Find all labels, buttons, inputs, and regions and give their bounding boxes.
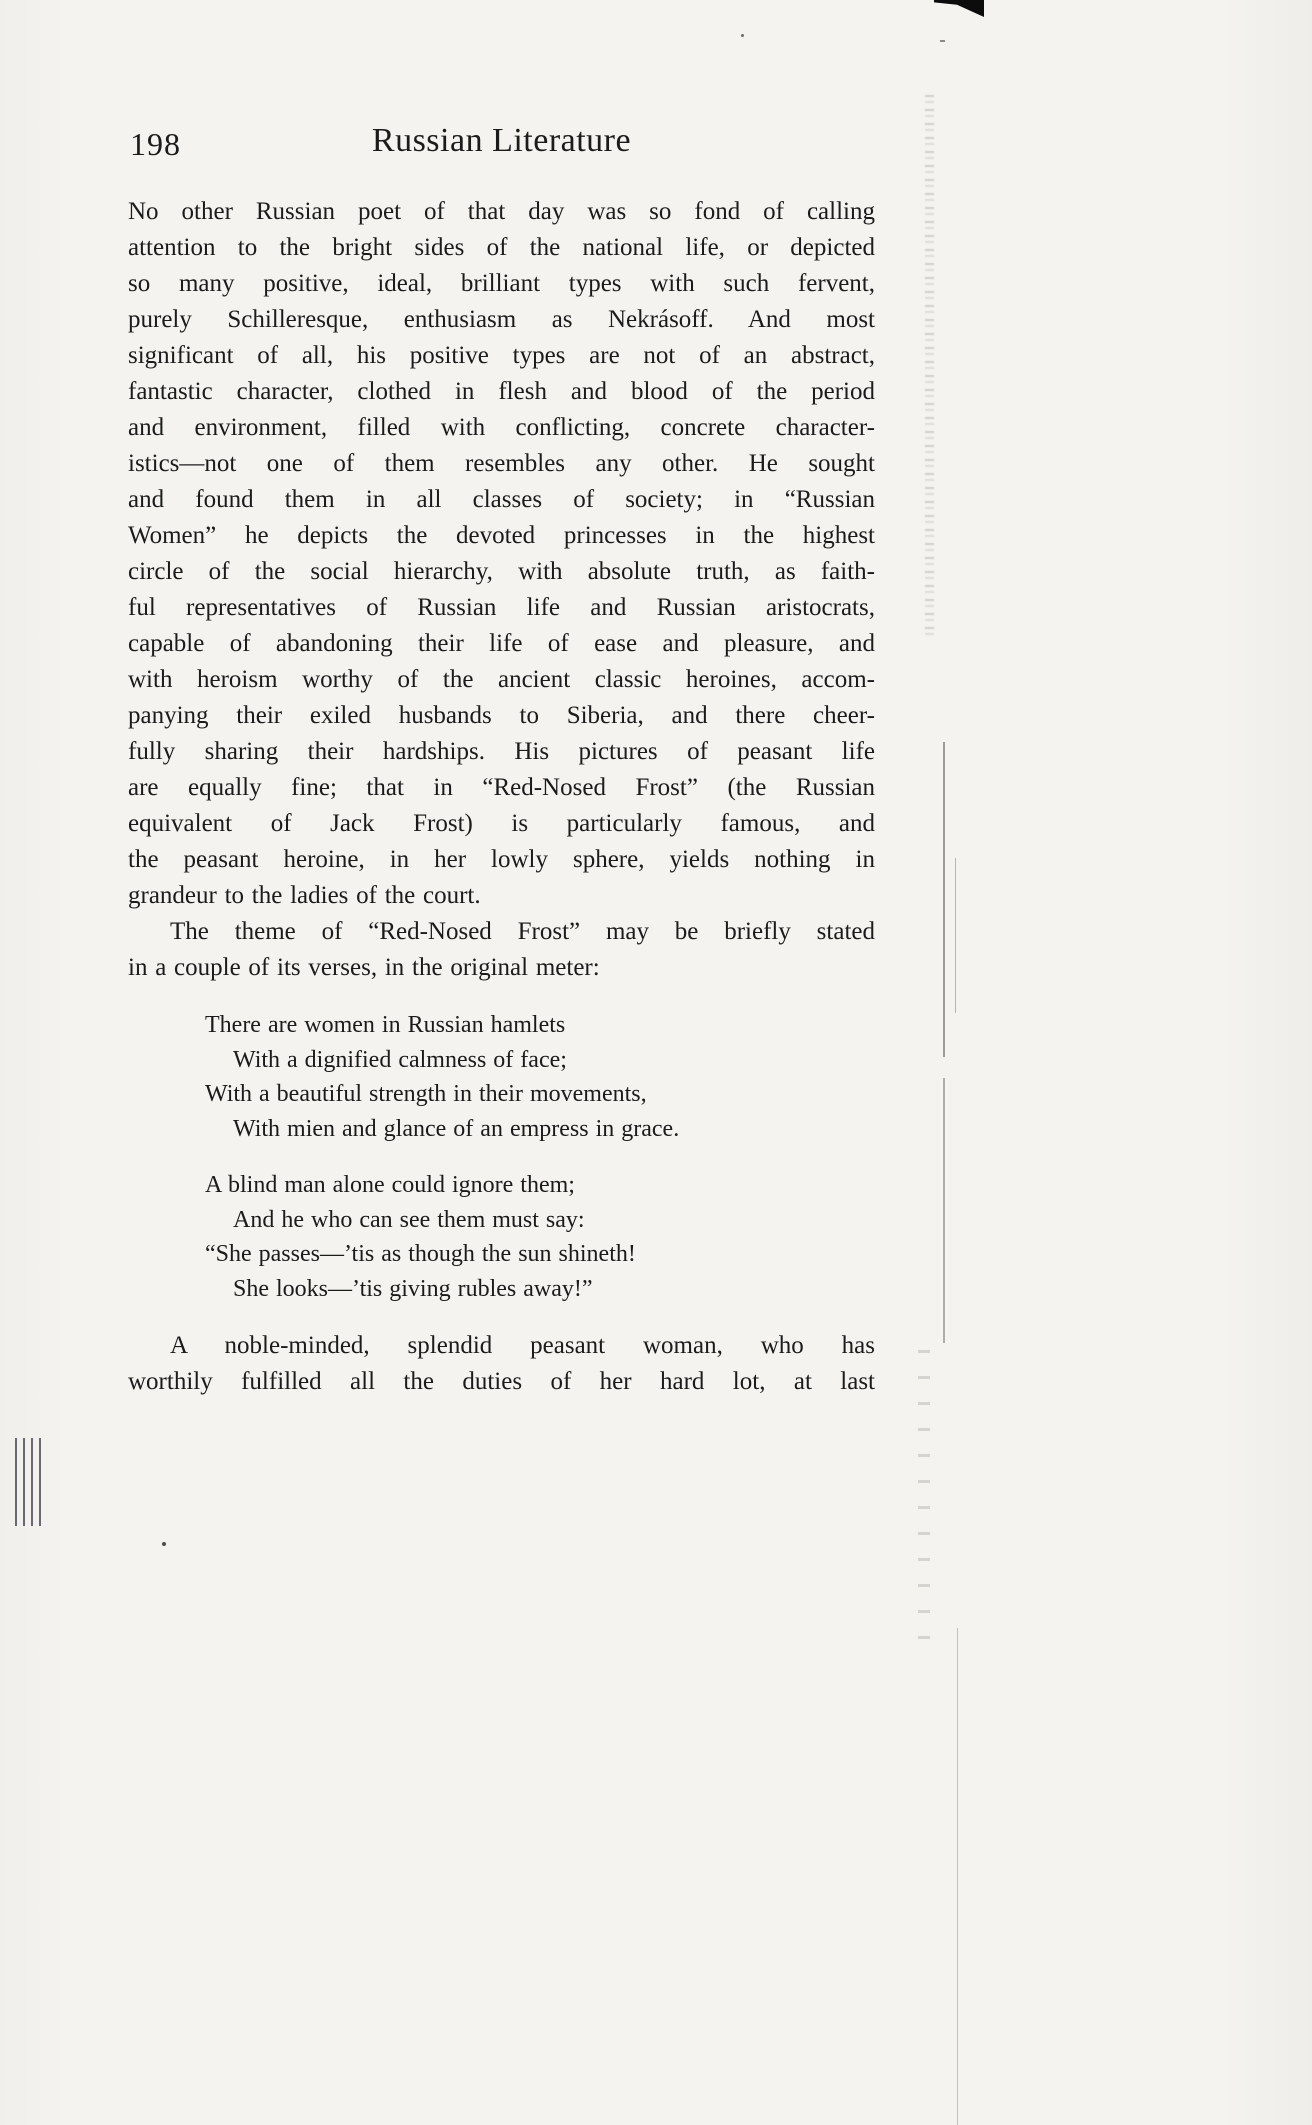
text-line: attention to the bright sides of the national life, or depicted (128, 234, 875, 261)
text-line: grandeur to the ladies of the court. (128, 882, 481, 909)
text-block (128, 122, 875, 1400)
text-line: purely Schilleresque, enthusiasm as Nekrásoff. And most (128, 306, 875, 333)
text-line: The theme of “Red-Nosed Frost” may be briefly stated (170, 918, 875, 945)
scan-bleed-marks (925, 95, 934, 640)
text-line: and found them in all classes of society; in “Russian (128, 486, 875, 513)
scan-margin-ticks (918, 1350, 930, 1650)
text-line: Women” he depicts the devoted princesses in the highest (128, 522, 875, 549)
text-line: circle of the social hierarchy, with absolute truth, as faith- (128, 558, 875, 585)
text-line: equivalent of Jack Frost) is particularly famous, and (128, 810, 875, 837)
text-line: With a beautiful strength in their movements, (205, 1081, 647, 1107)
text-line: ful representatives of Russian life and Russian aristocrats, (128, 594, 875, 621)
page-header (128, 122, 875, 166)
text-line: fully sharing their hardships. His pictures of peasant life (128, 738, 875, 765)
text-line: capable of abandoning their life of ease and pleasure, and (128, 630, 875, 657)
scan-speck (940, 40, 945, 42)
scan-speck (741, 34, 744, 37)
page-title: Russian Literature (371, 122, 632, 159)
text-line: in a couple of its verses, in the original meter: (128, 954, 600, 981)
paragraph (128, 914, 875, 986)
scan-corner-mark (934, 0, 984, 17)
text-line: the peasant heroine, in her lowly sphere, yields nothing in (128, 846, 875, 873)
text-line: No other Russian poet of that day was so fond of calling (128, 198, 875, 225)
scan-margin-line (943, 742, 945, 1057)
text-line: fantastic character, clothed in flesh and blood of the period (128, 378, 875, 405)
text-line: A noble-minded, splendid peasant woman, who has (170, 1332, 875, 1359)
text-line: With mien and glance of an empress in grace. (233, 1115, 680, 1142)
text-line: istics—not one of them resembles any other. He sought (128, 450, 875, 477)
verse-stanza (205, 1008, 875, 1146)
text-line: And he who can see them must say: (233, 1206, 585, 1233)
scan-margin-line (955, 858, 956, 1013)
scan-edge-line (957, 1628, 958, 2125)
text-line: With a dignified calmness of face; (233, 1046, 567, 1073)
text-line: significant of all, his positive types are not of an abstract, (128, 342, 875, 369)
text-line: and environment, filled with conflicting, concrete character- (128, 414, 875, 441)
scan-speck (162, 1542, 166, 1546)
scan-margin-line (943, 1078, 945, 1343)
text-line: “She passes—’tis as though the sun shineth! (205, 1241, 636, 1267)
text-body (128, 194, 875, 1400)
paragraph (128, 194, 875, 914)
paragraph (128, 1328, 875, 1400)
text-line: with heroism worthy of the ancient classic heroines, accom- (128, 666, 875, 693)
text-line: so many positive, ideal, brilliant types with such fervent, (128, 270, 875, 297)
text-line: worthily fulfilled all the duties of her hard lot, at last (128, 1368, 875, 1395)
text-line: panying their exiled husbands to Siberia, and there cheer- (128, 702, 875, 729)
scan-bottom-left-marks (15, 1438, 45, 1526)
text-line: There are women in Russian hamlets (205, 1012, 566, 1038)
page-number: 198 (130, 126, 181, 162)
text-line: are equally fine; that in “Red-Nosed Frost” (the Russian (128, 774, 875, 801)
text-line: She looks—’tis giving rubles away!” (233, 1275, 593, 1302)
verse-stanza (205, 1168, 875, 1306)
text-line: A blind man alone could ignore them; (205, 1172, 575, 1198)
